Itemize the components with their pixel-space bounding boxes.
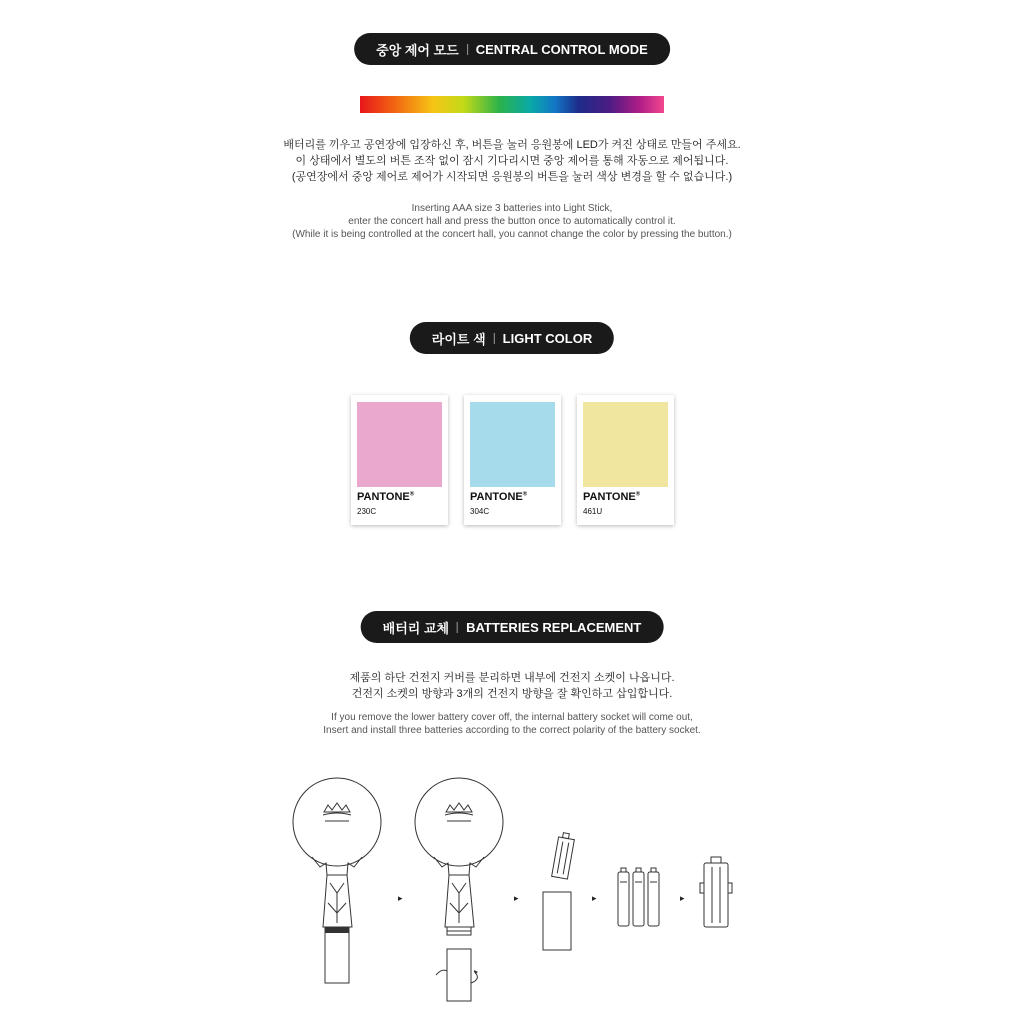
text-line: Insert and install three batteries according to the correct polarity of the battery socket. — [323, 725, 701, 736]
title-divider — [494, 333, 495, 344]
central-control-korean-text — [0, 137, 1024, 185]
swatch-chip — [583, 402, 668, 487]
step-arrow-icon: ▸ — [398, 893, 403, 903]
text-line: (While it is being controlled at the concert hall, you cannot change the color by pressing the button.) — [292, 229, 732, 240]
text-line: enter the concert hall and press the button once to automatically control it. — [348, 216, 676, 227]
swatch-code: 304C — [470, 507, 490, 516]
text-line: If you remove the lower battery cover off, the internal battery socket will come out, — [331, 712, 693, 723]
text-line: (공연장에서 중앙 제어로 제어가 시작되면 응원봉의 버튼을 눌러 색상 변경을 할 수 없습니다.) — [291, 171, 733, 183]
title-divider — [467, 44, 468, 55]
battery-socket-illustration — [535, 830, 585, 955]
text-line: 제품의 하단 건전지 커버를 분리하면 내부에 건전지 소켓이 나옵니다. — [349, 672, 675, 684]
battery-cover-removed-illustration — [412, 775, 512, 1010]
rainbow-color-bar — [360, 96, 664, 113]
section-title-english: BATTERIES REPLACEMENT — [466, 619, 642, 635]
text-line: 이 상태에서 별도의 버튼 조작 없이 잠시 기다리시면 중앙 제어를 통해 자동으로 제어됩니다. — [295, 155, 729, 167]
batteries-english-text — [0, 711, 1024, 737]
batteries-inserted-socket-illustration — [696, 853, 736, 933]
swatch-chip — [470, 402, 555, 487]
pantone-swatch-card — [577, 395, 674, 525]
section-title-korean: 중앙 제어 모드 — [376, 42, 459, 58]
text-line: 배터리를 끼우고 공연장에 입장하신 후, 버튼을 눌러 응원봉에 LED가 켜진 상태로 만들어 주세요. — [283, 139, 741, 151]
step-arrow-icon: ▸ — [592, 893, 597, 903]
light-stick-assembled-illustration — [290, 775, 390, 990]
text-line: Inserting AAA size 3 batteries into Light Stick, — [411, 203, 613, 214]
section-title-english: CENTRAL CONTROL MODE — [475, 41, 648, 57]
step-arrow-icon: ▸ — [680, 893, 685, 903]
section-title-english: LIGHT COLOR — [502, 330, 593, 346]
pantone-swatch-card — [464, 395, 561, 525]
pantone-swatch-card — [351, 395, 448, 525]
swatch-brand: PANTONE® — [357, 491, 415, 503]
swatch-code: 461U — [583, 507, 603, 516]
swatch-code: 230C — [357, 507, 377, 516]
batteries-korean-text — [0, 670, 1024, 702]
text-line: 건전지 소켓의 방향과 3개의 건전지 방향을 잘 확인하고 삽입합니다. — [351, 688, 673, 700]
step-arrow-icon: ▸ — [514, 893, 519, 903]
section-title-batteries — [361, 611, 664, 643]
section-title-light-color — [410, 322, 614, 354]
three-batteries-illustration — [612, 860, 667, 930]
title-divider — [457, 622, 458, 633]
section-title-korean: 라이트 색 — [431, 331, 486, 347]
section-title-korean: 배터리 교체 — [382, 620, 450, 636]
swatch-brand: PANTONE® — [470, 491, 528, 503]
swatch-brand: PANTONE® — [583, 491, 641, 503]
section-title-central-control — [354, 33, 670, 65]
central-control-english-text — [0, 202, 1024, 241]
swatch-chip — [357, 402, 442, 487]
